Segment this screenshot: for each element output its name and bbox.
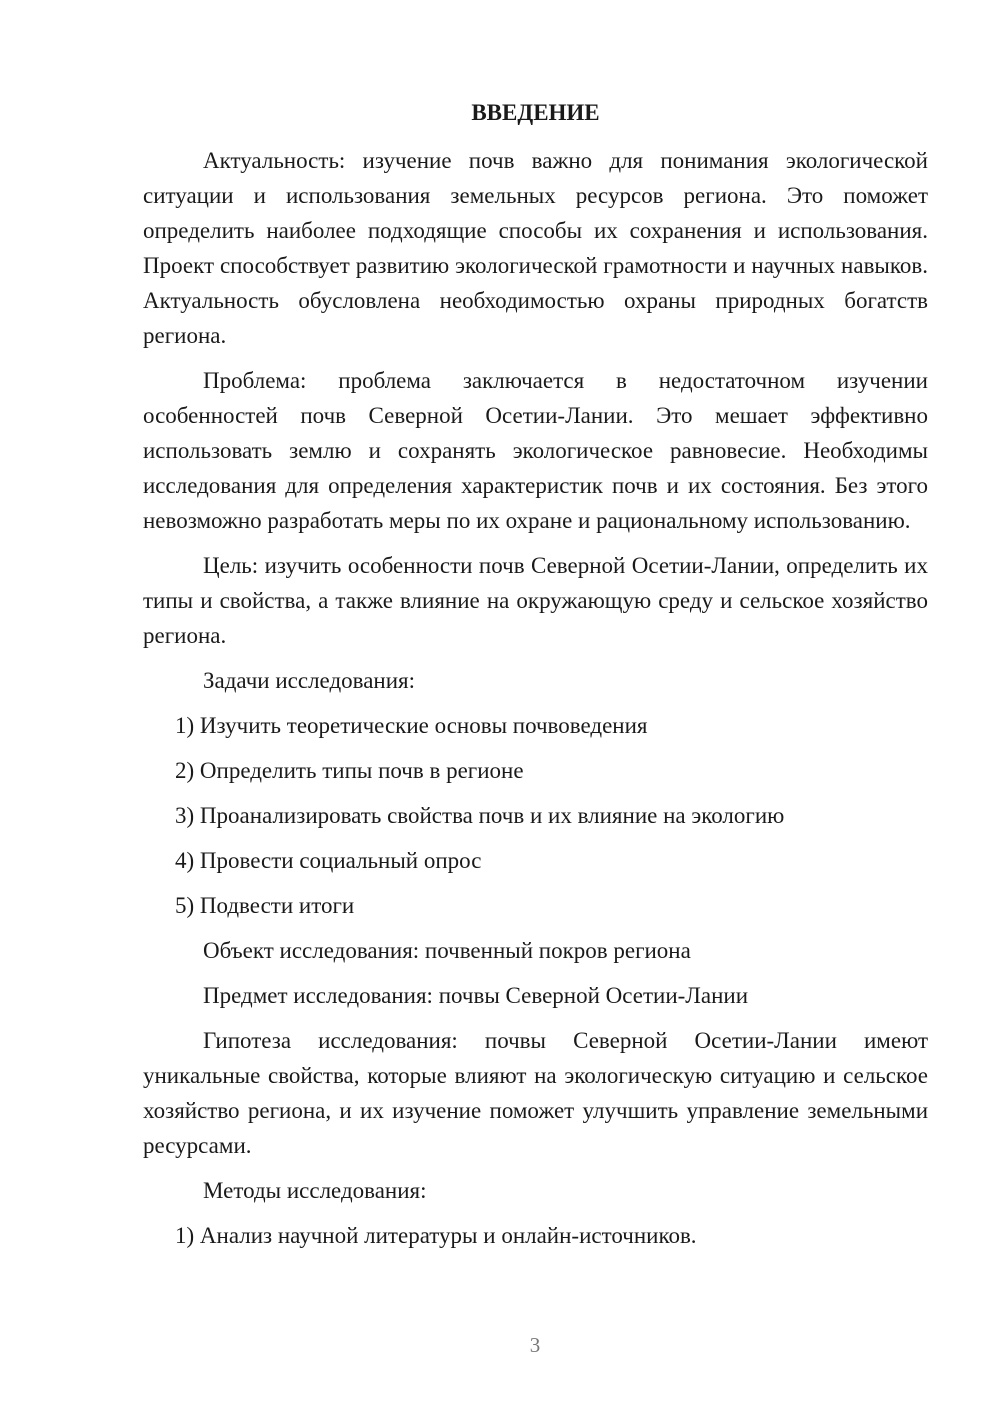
section-title: ВВЕДЕНИЕ [471,100,600,125]
problem-paragraph: Проблема: проблема заключается в недостаточном изучении особенностей почв Северной Осетии-Лании. Это мешает эффективно использовать землю и сохранять экологическое равновесие. Необходимы исследования для определения характеристик почв и их состояния. Без этого невозможно разработать меры по их охране и рациональному использованию. [143,368,928,533]
goal-paragraph: Цель: изучить особенности почв Северной Осетии-Лании, определить их типы и свойства, а также влияние на окружающую среду и сельское хозяйство региона. [143,553,928,648]
relevance-paragraph: Актуальность: изучение почв важно для понимания экологической ситуации и использования земельных ресурсов региона. Это поможет определить наиболее подходящие способы их сохранения и использования. Проект способствует развитию экологической грамотности и научных навыков. Актуальность обусловлена необходимостью охраны природных богатств региона. [143,148,928,348]
document-body [143,95,928,1263]
list-item: 1) Изучить теоретические основы почвоведения [175,713,648,738]
list-item: 3) Проанализировать свойства почв и их влияние на экологию [175,803,785,828]
list-item: 5) Подвести итоги [175,893,355,918]
tasks-list [143,708,928,923]
list-item: 1) Анализ научной литературы и онлайн-источников. [175,1223,697,1248]
subject-line: Предмет исследования: почвы Северной Осетии-Лании [203,983,749,1008]
list-item: 4) Провести социальный опрос [175,848,482,873]
methods-heading: Методы исследования: [203,1178,427,1203]
tasks-heading: Задачи исследования: [203,668,416,693]
page-number: 3 [529,1333,541,1357]
methods-list [143,1218,928,1253]
object-line: Объект исследования: почвенный покров региона [203,938,691,963]
hypothesis-paragraph: Гипотеза исследования: почвы Северной Осетии-Лании имеют уникальные свойства, которые влияют на экологическую ситуацию и сельское хозяйство региона, и их изучение поможет улучшить управление земельными ресурсами. [143,1028,928,1158]
list-item: 2) Определить типы почв в регионе [175,758,524,783]
